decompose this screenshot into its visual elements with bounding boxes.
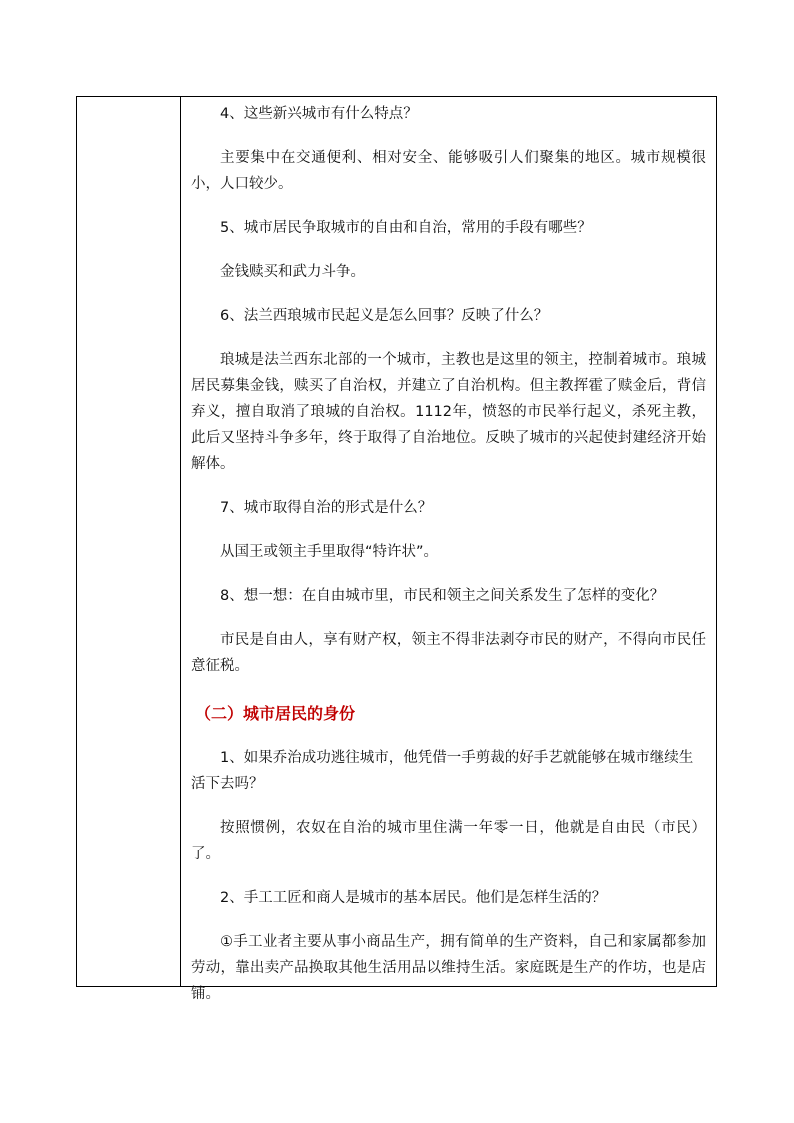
question-5: 5、城市居民争取城市的自由和自治，常用的手段有哪些？ xyxy=(220,220,592,236)
question-7: 7、城市取得自治的形式是什么？ xyxy=(220,500,433,516)
content-cell xyxy=(181,97,716,1007)
answer-6: 琅城是法兰西东北部的一个城市，主教也是这里的领主，控制着城市。琅城居民募集金钱，赎买了自治权，并建立了自治机构。但主教挥霍了赎金后，背信弃义，擅自取消了琅城的自治权。1112年，愤怒的市民举行起义，杀死主教，此后又坚持斗争多年，终于取得了自治地位。反映了城市的兴起使封建经济开始解体。 xyxy=(191,352,706,472)
question-4: 4、这些新兴城市有什么特点？ xyxy=(220,106,418,122)
document-table xyxy=(76,96,717,1002)
answer-7: 从国王或领主手里取得“特许状”。 xyxy=(220,544,439,560)
answer-2: ①手工业者主要从事小商品生产，拥有简单的生产资料，自己和家属都参加劳动，靠出卖产品换取其他生活用品以维持生活。家庭既是生产的作坊，也是店铺。 xyxy=(191,934,706,1002)
answer-4: 主要集中在交通便利、相对安全、能够吸引人们聚集的地区。城市规模很小，人口较少。 xyxy=(191,150,706,192)
question-6: 6、法兰西琅城市民起义是怎么回事？反映了什么？ xyxy=(220,308,549,324)
question-2: 2、手工工匠和商人是城市的基本居民。他们是怎样生活的？ xyxy=(220,890,607,906)
answer-1: 按照惯例，农奴在自治的城市里住满一年零一日，他就是自由民（市民）了。 xyxy=(191,820,706,862)
section-heading: （二）城市居民的身份 xyxy=(195,704,356,723)
question-8: 8、想一想：在自由城市里，市民和领主之间关系发生了怎样的变化？ xyxy=(220,588,665,604)
question-1: 1、如果乔治成功逃往城市，他凭借一手剪裁的好手艺就能够在城市继续生活下去吗？ xyxy=(191,750,694,792)
answer-5: 金钱赎买和武力斗争。 xyxy=(220,264,365,280)
answer-8: 市民是自由人，享有财产权，领主不得非法剥夺市民的财产，不得向市民任意征税。 xyxy=(191,632,706,674)
